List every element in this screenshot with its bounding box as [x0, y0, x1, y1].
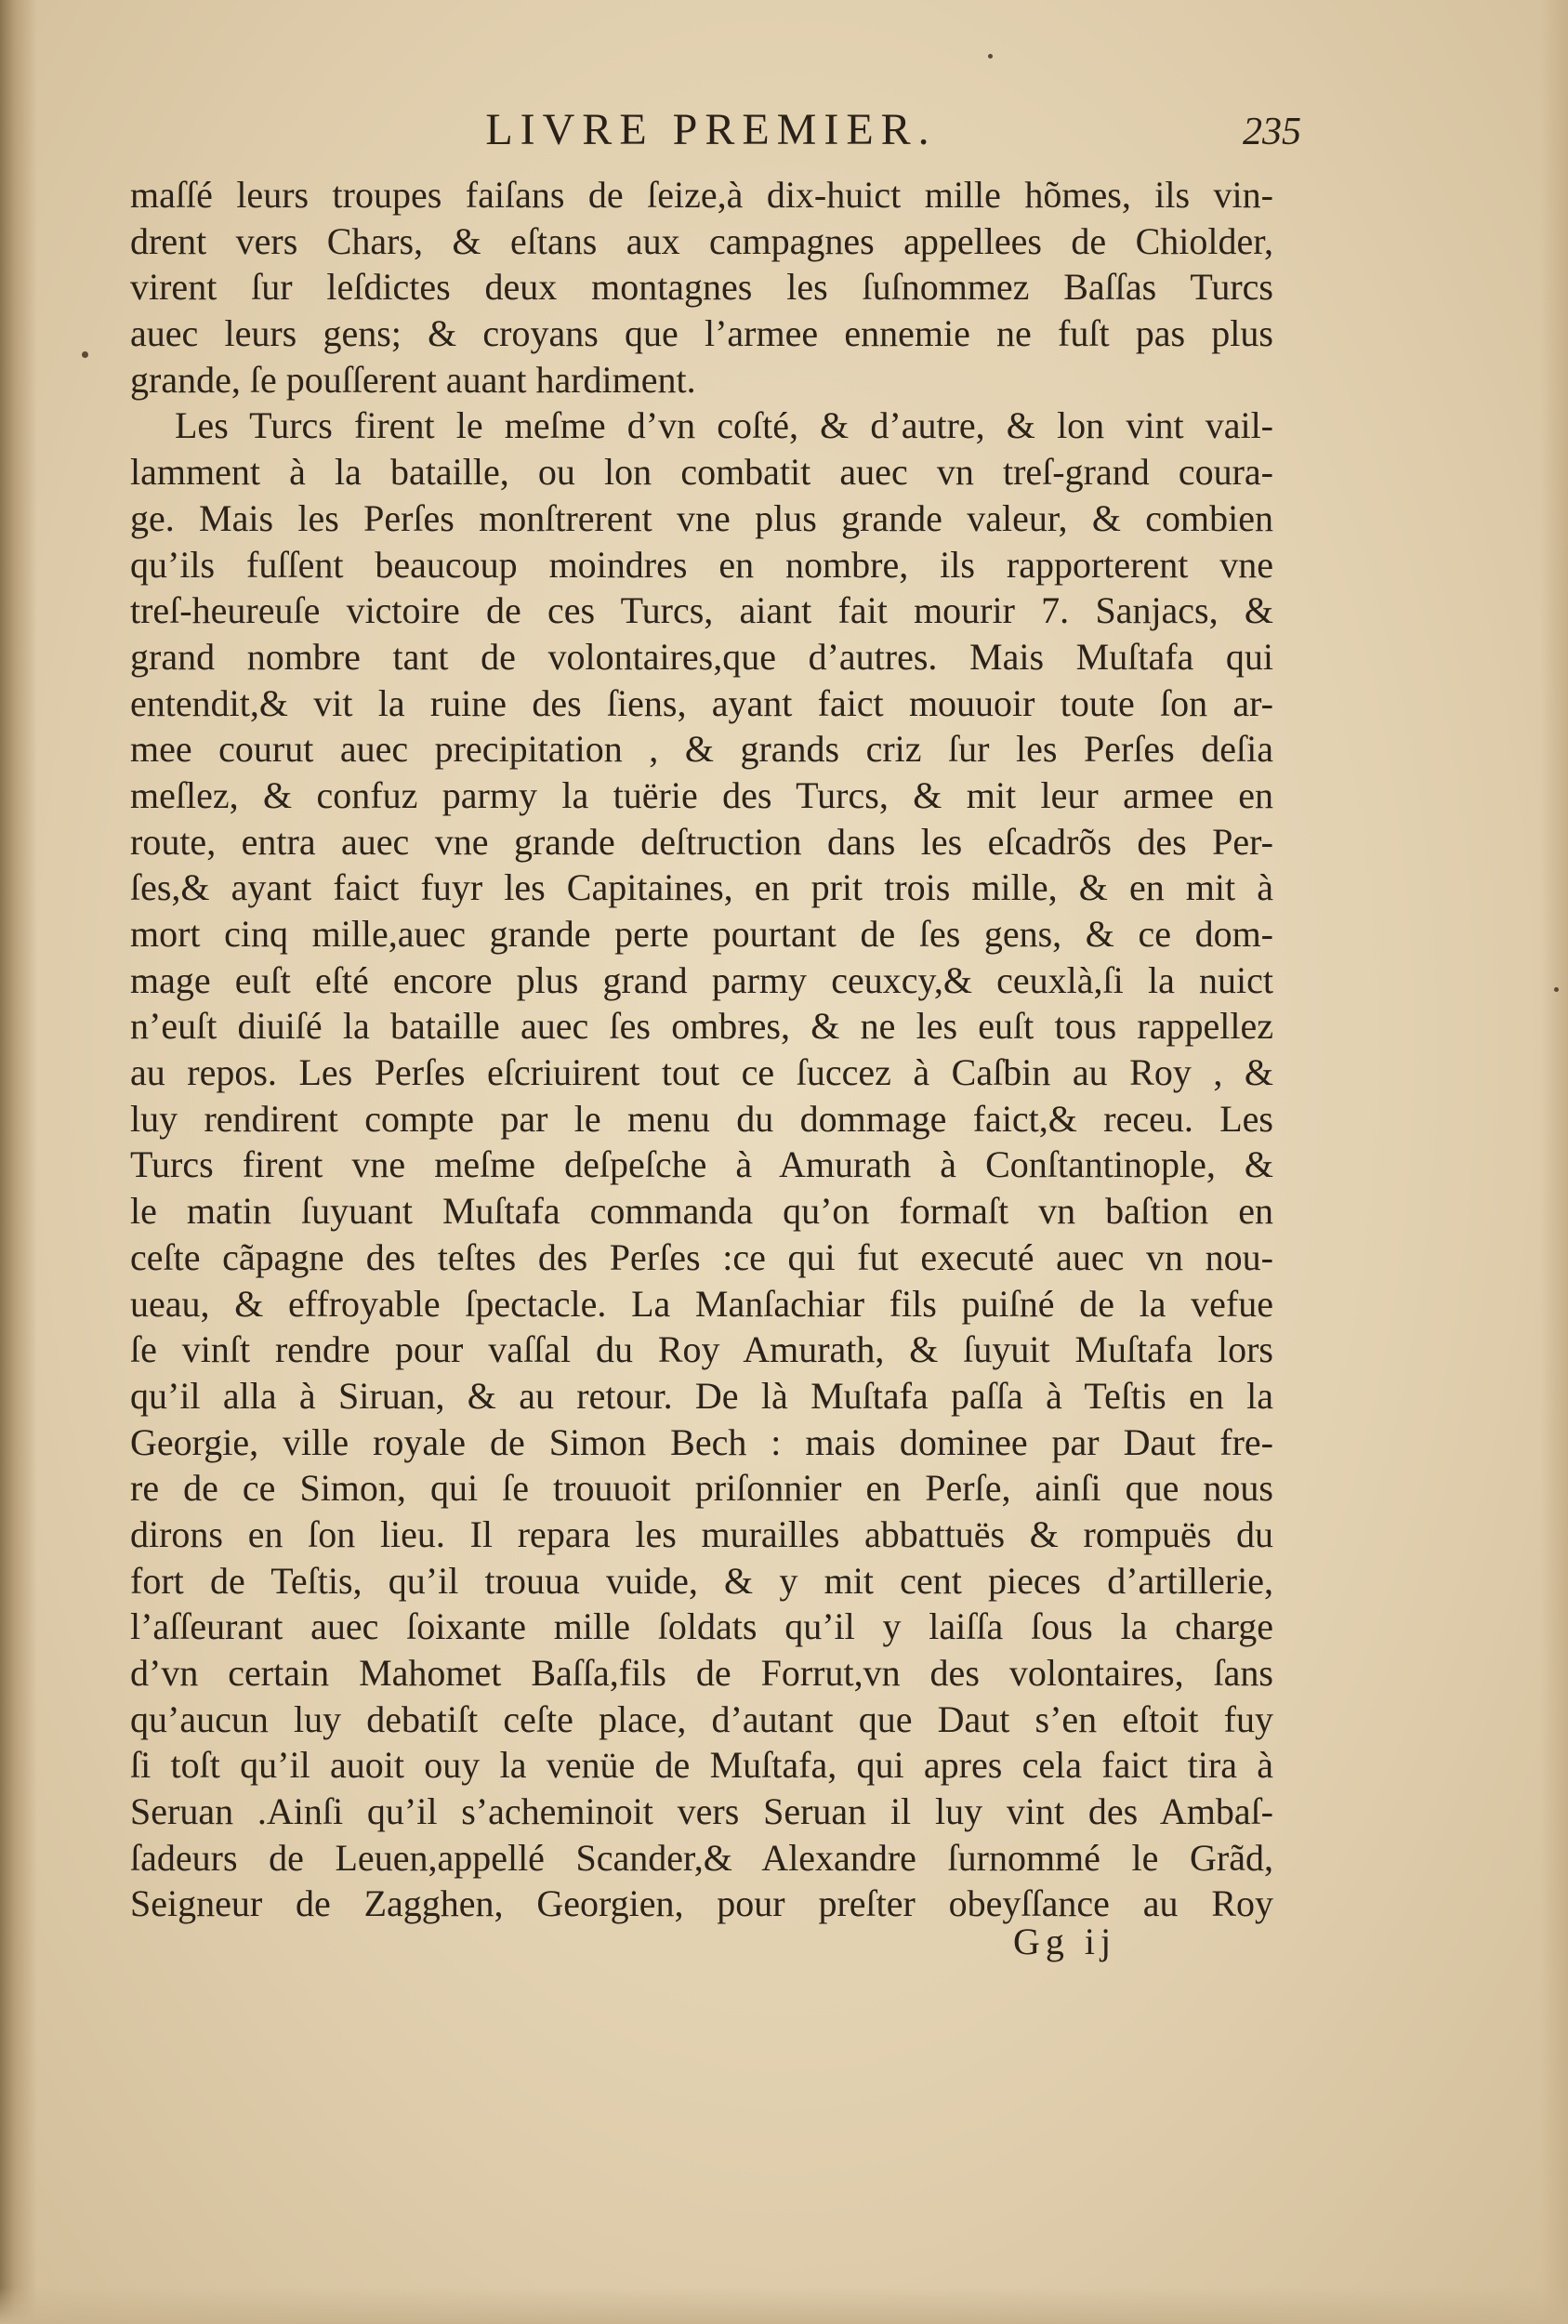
text-line: qu’aucun luy debatiſt ceſte place, d’autant que Daut s’en eſtoit fuy: [130, 1697, 1273, 1740]
text-line: fort de Teſtis, qu’il trouua vuide, & y mit cent pieces d’artillerie,: [130, 1559, 1273, 1602]
text-line: qu’il alla à Siruan, & au retour. De là Muſtafa paſſa à Teſtis en la: [130, 1374, 1273, 1417]
text-line: au repos. Les Perſes eſcriuirent tout ce ſuccez à Caſbin au Roy , &: [130, 1051, 1273, 1094]
text-line: ſe vinſt rendre pour vaſſal du Roy Amurath, & ſuyuit Muſtafa lors: [130, 1328, 1273, 1371]
text-line: mort cinq mille,auec grande perte pourtant de ſes gens, & ce dom-: [130, 913, 1273, 955]
text-line: Seigneur de Zagghen, Georgien, pour preſter obeyſſance au Roy: [130, 1882, 1273, 1925]
ink-speck: [1554, 987, 1559, 992]
text-line: mee courut auec precipitation , & grands criz ſur les Perſes deſia: [130, 728, 1273, 771]
ink-speck: [988, 54, 993, 59]
text-line: n’euſt diuiſé la bataille auec ſes ombres, & ne les euſt tous rappellez: [130, 1005, 1273, 1048]
text-line: grand nombre tant de volontaires,que d’autres. Mais Muſtafa qui: [130, 635, 1273, 678]
text-line: grande, ſe pouſſerent auant hardiment.: [130, 358, 696, 401]
text-line: Georgie, ville royale de Simon Bech : mais dominee par Daut fre-: [130, 1420, 1273, 1463]
text-line: l’aſſeurant auec ſoixante mille ſoldats qu’il y laiſſa ſous la charge: [130, 1605, 1273, 1648]
signature-mark: Gg ij: [1013, 1921, 1117, 1962]
text-line: dirons en ſon lieu. Il repara les murailles abbattuës & rompuës du: [130, 1512, 1273, 1555]
body-text: [130, 172, 1273, 1927]
text-line: luy rendirent compte par le menu du dommage faict,& receu. Les: [130, 1097, 1273, 1140]
text-line: d’vn certain Mahomet Baſſa,fils de Forrut,vn des volontaires, ſans: [130, 1652, 1273, 1694]
text-line: ſes,& ayant faict fuyr les Capitaines, en prit trois mille, & en mit à: [130, 866, 1273, 909]
text-line: ge. Mais les Perſes monſtrerent vne plus grande valeur, & combien: [130, 496, 1273, 539]
text-line: ſadeurs de Leuen,appellé Scander,& Alexandre ſurnommé le Grãd,: [130, 1836, 1273, 1879]
text-line: le matin ſuyuant Muſtafa commanda qu’on formaſt vn baſtion en: [130, 1190, 1273, 1233]
text-line: entendit,& vit la ruine des ſiens, ayant faict mouuoir toute ſon ar-: [130, 681, 1273, 724]
text-line: re de ce Simon, qui ſe trouuoit priſonnier en Perſe, ainſi que nous: [130, 1467, 1273, 1510]
page-number: 235: [1243, 111, 1301, 153]
text-line: lamment à la bataille, ou lon combatit auec vn treſ-grand coura-: [130, 451, 1273, 494]
running-head: LIVRE PREMIER.: [485, 105, 937, 154]
binding-gutter-shadow: [0, 0, 37, 2324]
text-line: mage euſt eſté encore plus grand parmy ceuxcy,& ceuxlà,ſi la nuict: [130, 958, 1273, 1001]
text-line: maſſé leurs troupes faiſans de ſeize,à dix-huict mille hõmes, ils vin-: [130, 174, 1273, 216]
text-line: meſlez, & confuz parmy la tuërie des Turcs, & mit leur armee en: [130, 773, 1273, 816]
text-line: Turcs firent vne meſme deſpeſche à Amurath à Conſtantinople, &: [130, 1143, 1273, 1186]
text-line: Les Turcs firent le meſme d’vn coſté, & d’autre, & lon vint vail-: [175, 404, 1273, 447]
text-line: ceſte cãpagne des teſtes des Perſes :ce qui fut executé auec vn nou-: [130, 1235, 1273, 1278]
text-line: Seruan .Ainſi qu’il s’acheminoit vers Seruan il luy vint des Ambaſ-: [130, 1790, 1273, 1833]
text-line: virent ſur leſdictes deux montagnes les ſuſnommez Baſſas Turcs: [130, 266, 1273, 309]
text-line: ſi toſt qu’il auoit ouy la venüe de Muſtafa, qui apres cela faict tira à: [130, 1744, 1273, 1787]
page-edge-shadow: [1540, 0, 1568, 2324]
text-line: route, entra auec vne grande deſtruction dans les eſcadrõs des Per-: [130, 820, 1273, 863]
text-line: auec leurs gens; & croyans que l’armee ennemie ne fuſt pas plus: [130, 312, 1273, 355]
text-line: treſ-heureuſe victoire de ces Turcs, aiant fait mourir 7. Sanjacs, &: [130, 589, 1273, 632]
ink-speck: [82, 351, 88, 358]
text-line: qu’ils fuſſent beaucoup moindres en nombre, ils rapporterent vne: [130, 543, 1273, 586]
page-bottom-shadow: [0, 2287, 1568, 2324]
page-header: [130, 104, 1301, 169]
text-line: drent vers Chars, & eſtans aux campagnes appellees de Chiolder,: [130, 219, 1273, 262]
text-line: ueau, & effroyable ſpectacle. La Manſachiar fils puiſné de la vefue: [130, 1282, 1273, 1325]
